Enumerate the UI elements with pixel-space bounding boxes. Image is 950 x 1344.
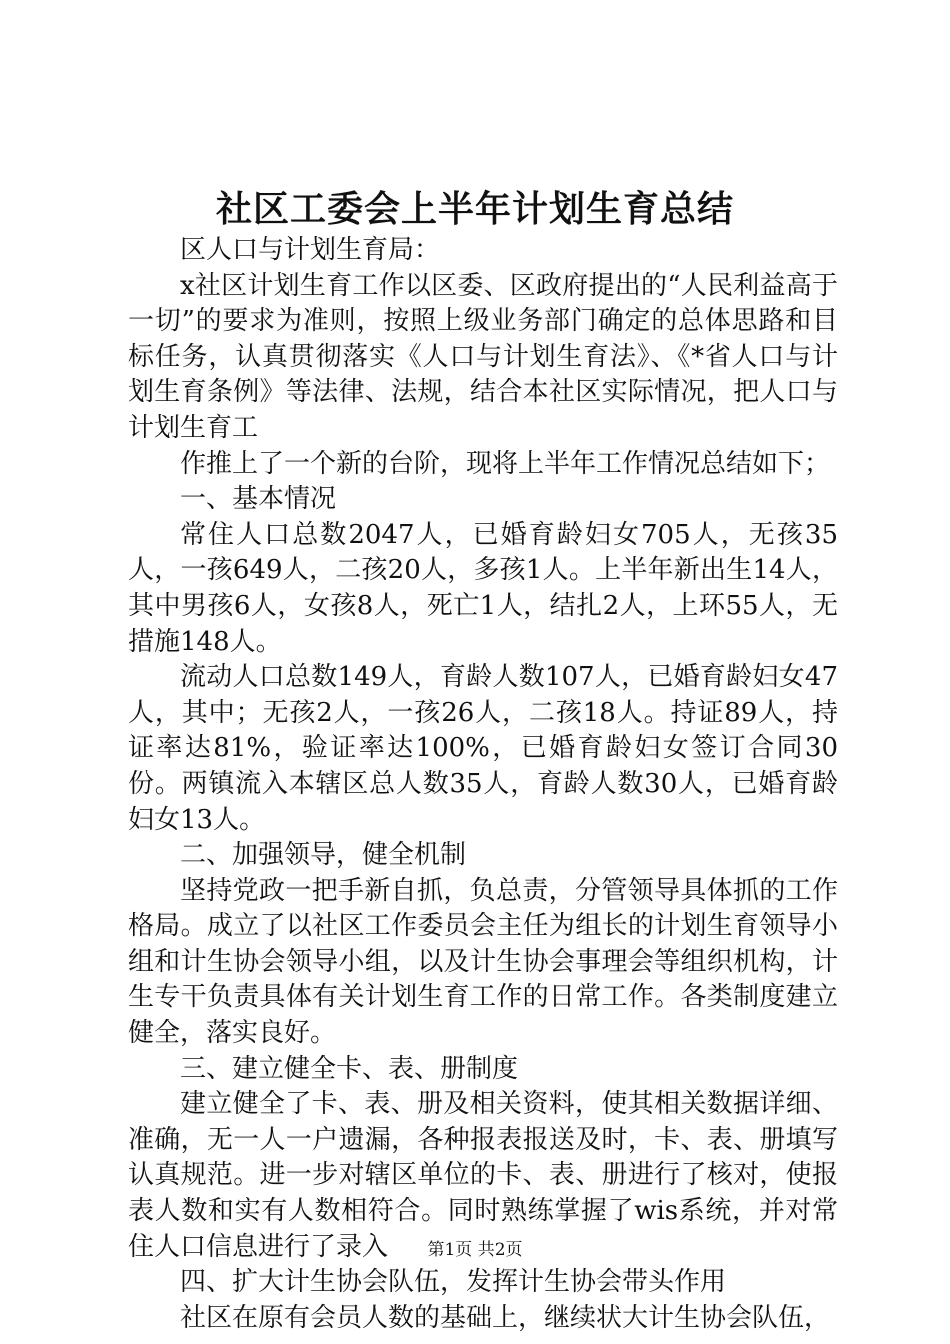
floating-population-paragraph: 流动人口总数149人，育龄人数107人，已婚育龄妇女47人，其中；无孩2人，一孩26人，二孩18人。持证89人，持证率达81%，验证率达100%，已婚育龄妇女签订合同30份。两镇流入本辖区总人数35人，育龄人数30人，已婚育龄妇女13人。 [128, 662, 838, 835]
section-heading-2: 二、加强领导，健全机制 [180, 840, 467, 871]
section-heading-3: 三、建立健全卡、表、册制度 [180, 1053, 519, 1084]
leadership-paragraph: 坚持党政一把手新自抓，负总责，分管领导具体抓的工作格局。成立了以社区工作委员会主任为组长的计划生育领导小组和计生协会领导小组，以及计生协会事理会等组织机构，计生专干负责具体有关计划生育工作的日常工作。各类制度建立健全，落实良好。 [128, 875, 838, 1049]
resident-population-paragraph: 常住人口总数2047人，已婚育龄妇女705人，无孩35人，一孩649人，二孩20人，多孩1人。上半年新出生14人，其中男孩6人，女孩8人，死亡1人，结扎2人，上环55人，无措施148人。 [128, 519, 838, 657]
document-body [128, 233, 838, 1336]
intro-paragraph: x社区计划生育工作以区委、区政府提出的“人民利益高于一切”的要求为准则，按照上级业务部门确定的总体思路和目标任务，认真贯彻落实《人口与计划生育法》、《*省人口与计划生育条例》等法律、法规，结合本社区实际情况，把人口与计划生育工 [128, 270, 838, 443]
section-heading-1: 一、基本情况 [180, 484, 337, 515]
intro-continuation: 作推上了一个新的台阶，现将上半年工作情况总结如下； [180, 448, 831, 479]
section-heading-4: 四、扩大计生协会队伍，发挥计生协会带头作用 [180, 1267, 727, 1298]
document-title: 社区工委会上半年计划生育总结 [215, 188, 734, 230]
page-footer: 第1页 共2页 [427, 1240, 523, 1260]
records-paragraph: 建立健全了卡、表、册及相关资料，使其相关数据详细、准确，无一人一户遗漏，各种报表报送及时，卡、表、册填写认真规范。进一步对辖区单位的卡、表、册进行了核对，使报表人数和实有人数相符合。同时熟练掌握了wis系统，并对常住人口信息进行了录入 [128, 1089, 838, 1262]
association-paragraph: 社区在原有会员人数的基础上，继续状大计生协会队伍， [180, 1302, 831, 1333]
salutation: 区人口与计划生育局： [180, 235, 441, 265]
